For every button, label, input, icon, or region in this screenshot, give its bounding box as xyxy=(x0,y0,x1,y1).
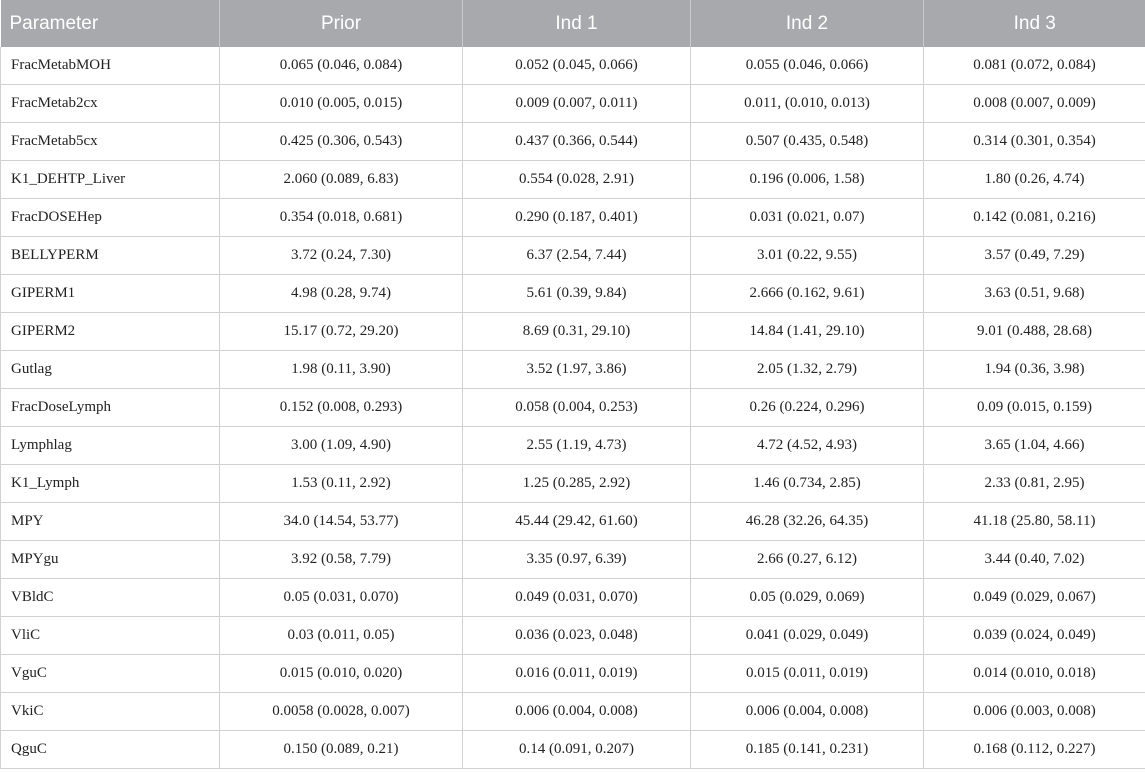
parameter-cell: GIPERM2 xyxy=(1,313,220,351)
ind-2-cell: 0.011, (0.010, 0.013) xyxy=(691,85,924,123)
ind-1-cell: 0.14 (0.091, 0.207) xyxy=(463,731,691,769)
header-row xyxy=(1,0,1145,47)
prior-cell: 3.00 (1.09, 4.90) xyxy=(220,427,463,465)
ind-2-cell: 1.46 (0.734, 2.85) xyxy=(691,465,924,503)
ind-2-cell: 0.055 (0.046, 0.066) xyxy=(691,47,924,85)
header-prior: Prior xyxy=(220,0,463,47)
ind-3-cell: 3.63 (0.51, 9.68) xyxy=(924,275,1145,313)
ind-3-cell: 41.18 (25.80, 58.11) xyxy=(924,503,1145,541)
parameter-cell: BELLYPERM xyxy=(1,237,220,275)
ind-1-cell: 1.25 (0.285, 2.92) xyxy=(463,465,691,503)
ind-2-cell: 14.84 (1.41, 29.10) xyxy=(691,313,924,351)
table-row xyxy=(1,693,1145,731)
ind-2-cell: 2.05 (1.32, 2.79) xyxy=(691,351,924,389)
ind-1-cell: 0.052 (0.045, 0.066) xyxy=(463,47,691,85)
ind-3-cell: 9.01 (0.488, 28.68) xyxy=(924,313,1145,351)
prior-cell: 15.17 (0.72, 29.20) xyxy=(220,313,463,351)
ind-1-cell: 5.61 (0.39, 9.84) xyxy=(463,275,691,313)
ind-2-cell: 0.26 (0.224, 0.296) xyxy=(691,389,924,427)
ind-1-cell: 0.009 (0.007, 0.011) xyxy=(463,85,691,123)
header-ind-2: Ind 2 xyxy=(691,0,924,47)
table-row xyxy=(1,427,1145,465)
table-row xyxy=(1,579,1145,617)
ind-1-cell: 0.058 (0.004, 0.253) xyxy=(463,389,691,427)
parameter-cell: QguC xyxy=(1,731,220,769)
ind-3-cell: 3.57 (0.49, 7.29) xyxy=(924,237,1145,275)
table-row xyxy=(1,161,1145,199)
parameter-cell: FracMetab2cx xyxy=(1,85,220,123)
table-row xyxy=(1,503,1145,541)
table-row xyxy=(1,655,1145,693)
prior-cell: 0.010 (0.005, 0.015) xyxy=(220,85,463,123)
ind-1-cell: 0.006 (0.004, 0.008) xyxy=(463,693,691,731)
ind-2-cell: 3.01 (0.22, 9.55) xyxy=(691,237,924,275)
prior-cell: 0.03 (0.011, 0.05) xyxy=(220,617,463,655)
table-row xyxy=(1,47,1145,85)
ind-2-cell: 2.666 (0.162, 9.61) xyxy=(691,275,924,313)
ind-1-cell: 6.37 (2.54, 7.44) xyxy=(463,237,691,275)
header-parameter: Parameter xyxy=(1,0,220,47)
ind-3-cell: 0.081 (0.072, 0.084) xyxy=(924,47,1145,85)
parameter-cell: VBldC xyxy=(1,579,220,617)
parameter-cell: Gutlag xyxy=(1,351,220,389)
ind-3-cell: 1.80 (0.26, 4.74) xyxy=(924,161,1145,199)
ind-2-cell: 0.006 (0.004, 0.008) xyxy=(691,693,924,731)
parameter-cell: MPY xyxy=(1,503,220,541)
table-row xyxy=(1,123,1145,161)
ind-3-cell: 0.142 (0.081, 0.216) xyxy=(924,199,1145,237)
ind-2-cell: 2.66 (0.27, 6.12) xyxy=(691,541,924,579)
parameter-cell: GIPERM1 xyxy=(1,275,220,313)
ind-3-cell: 3.44 (0.40, 7.02) xyxy=(924,541,1145,579)
ind-1-cell: 8.69 (0.31, 29.10) xyxy=(463,313,691,351)
ind-1-cell: 0.290 (0.187, 0.401) xyxy=(463,199,691,237)
parameter-cell: FracMetab5cx xyxy=(1,123,220,161)
ind-3-cell: 0.09 (0.015, 0.159) xyxy=(924,389,1145,427)
ind-1-cell: 0.554 (0.028, 2.91) xyxy=(463,161,691,199)
ind-3-cell: 0.014 (0.010, 0.018) xyxy=(924,655,1145,693)
prior-cell: 1.98 (0.11, 3.90) xyxy=(220,351,463,389)
parameter-cell: K1_Lymph xyxy=(1,465,220,503)
ind-1-cell: 45.44 (29.42, 61.60) xyxy=(463,503,691,541)
parameter-cell: VguC xyxy=(1,655,220,693)
prior-cell: 0.05 (0.031, 0.070) xyxy=(220,579,463,617)
prior-cell: 0.150 (0.089, 0.21) xyxy=(220,731,463,769)
ind-2-cell: 0.031 (0.021, 0.07) xyxy=(691,199,924,237)
ind-2-cell: 46.28 (32.26, 64.35) xyxy=(691,503,924,541)
ind-3-cell: 0.006 (0.003, 0.008) xyxy=(924,693,1145,731)
ind-2-cell: 4.72 (4.52, 4.93) xyxy=(691,427,924,465)
header-ind-1: Ind 1 xyxy=(463,0,691,47)
ind-2-cell: 0.05 (0.029, 0.069) xyxy=(691,579,924,617)
ind-1-cell: 3.35 (0.97, 6.39) xyxy=(463,541,691,579)
parameter-cell: FracDoseLymph xyxy=(1,389,220,427)
table-row xyxy=(1,389,1145,427)
ind-1-cell: 0.437 (0.366, 0.544) xyxy=(463,123,691,161)
table-row xyxy=(1,237,1145,275)
ind-3-cell: 0.049 (0.029, 0.067) xyxy=(924,579,1145,617)
parameter-cell: FracMetabMOH xyxy=(1,47,220,85)
ind-3-cell: 0.008 (0.007, 0.009) xyxy=(924,85,1145,123)
prior-cell: 2.060 (0.089, 6.83) xyxy=(220,161,463,199)
prior-cell: 0.152 (0.008, 0.293) xyxy=(220,389,463,427)
parameter-cell: FracDOSEHep xyxy=(1,199,220,237)
ind-2-cell: 0.196 (0.006, 1.58) xyxy=(691,161,924,199)
table-row xyxy=(1,617,1145,655)
ind-1-cell: 2.55 (1.19, 4.73) xyxy=(463,427,691,465)
prior-cell: 0.065 (0.046, 0.084) xyxy=(220,47,463,85)
table-row xyxy=(1,731,1145,769)
parameter-cell: Lymphlag xyxy=(1,427,220,465)
ind-3-cell: 2.33 (0.81, 2.95) xyxy=(924,465,1145,503)
ind-1-cell: 0.049 (0.031, 0.070) xyxy=(463,579,691,617)
parameter-cell: MPYgu xyxy=(1,541,220,579)
prior-cell: 0.354 (0.018, 0.681) xyxy=(220,199,463,237)
parameter-cell: K1_DEHTP_Liver xyxy=(1,161,220,199)
ind-1-cell: 3.52 (1.97, 3.86) xyxy=(463,351,691,389)
table-row xyxy=(1,351,1145,389)
ind-3-cell: 1.94 (0.36, 3.98) xyxy=(924,351,1145,389)
ind-3-cell: 0.039 (0.024, 0.049) xyxy=(924,617,1145,655)
header-ind-3: Ind 3 xyxy=(924,0,1145,47)
prior-cell: 3.72 (0.24, 7.30) xyxy=(220,237,463,275)
parameter-cell: VliC xyxy=(1,617,220,655)
ind-3-cell: 3.65 (1.04, 4.66) xyxy=(924,427,1145,465)
ind-3-cell: 0.168 (0.112, 0.227) xyxy=(924,731,1145,769)
table-row xyxy=(1,275,1145,313)
ind-1-cell: 0.036 (0.023, 0.048) xyxy=(463,617,691,655)
ind-2-cell: 0.015 (0.011, 0.019) xyxy=(691,655,924,693)
table-row xyxy=(1,313,1145,351)
prior-cell: 1.53 (0.11, 2.92) xyxy=(220,465,463,503)
ind-3-cell: 0.314 (0.301, 0.354) xyxy=(924,123,1145,161)
table-row xyxy=(1,465,1145,503)
ind-2-cell: 0.507 (0.435, 0.548) xyxy=(691,123,924,161)
prior-cell: 4.98 (0.28, 9.74) xyxy=(220,275,463,313)
prior-cell: 0.425 (0.306, 0.543) xyxy=(220,123,463,161)
prior-cell: 3.92 (0.58, 7.79) xyxy=(220,541,463,579)
table-row xyxy=(1,199,1145,237)
ind-2-cell: 0.185 (0.141, 0.231) xyxy=(691,731,924,769)
ind-2-cell: 0.041 (0.029, 0.049) xyxy=(691,617,924,655)
table-body xyxy=(1,47,1145,769)
table-row xyxy=(1,541,1145,579)
ind-1-cell: 0.016 (0.011, 0.019) xyxy=(463,655,691,693)
prior-cell: 0.015 (0.010, 0.020) xyxy=(220,655,463,693)
table-row xyxy=(1,85,1145,123)
parameter-cell: VkiC xyxy=(1,693,220,731)
prior-cell: 34.0 (14.54, 53.77) xyxy=(220,503,463,541)
prior-cell: 0.0058 (0.0028, 0.007) xyxy=(220,693,463,731)
